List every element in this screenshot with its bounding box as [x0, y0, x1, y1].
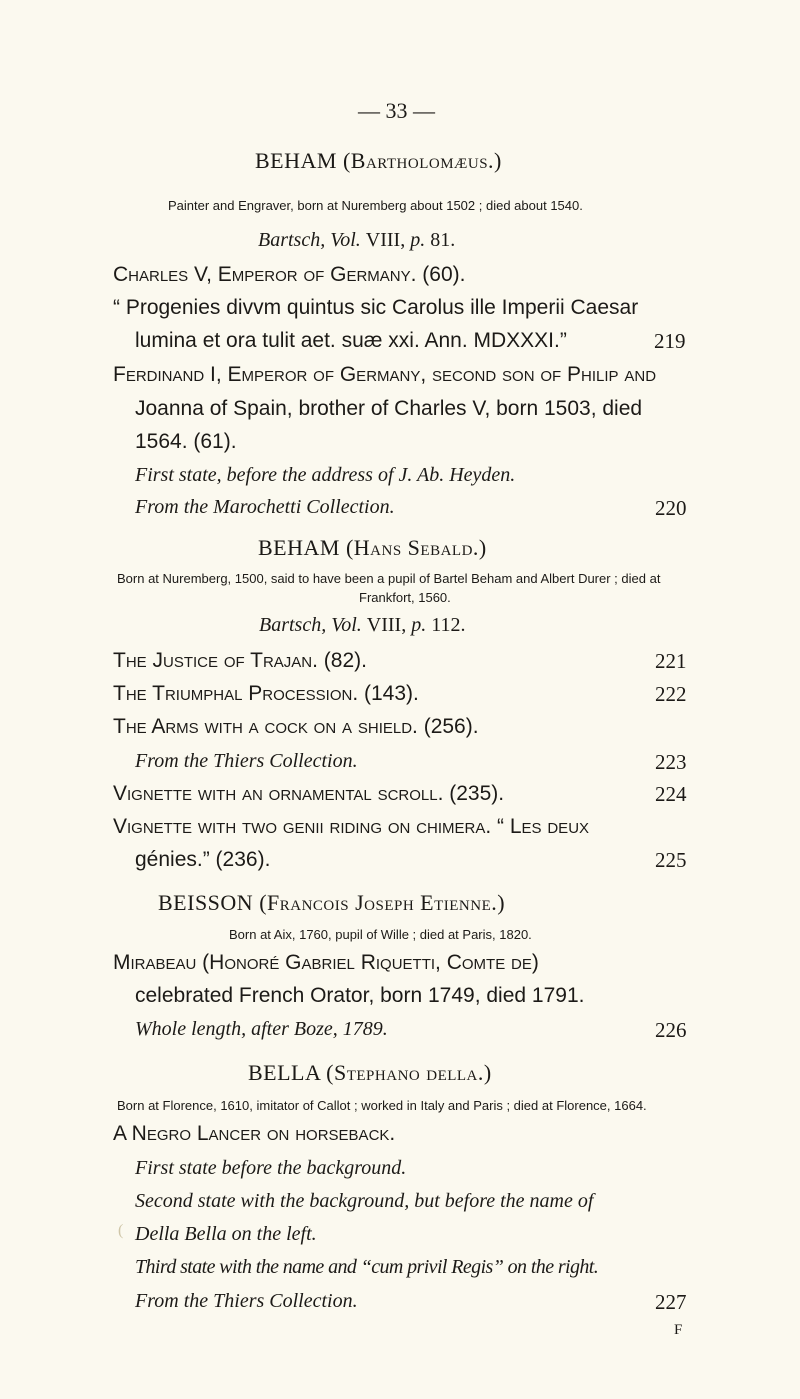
- entry-title: A Negro Lancer on horseback.: [113, 1122, 396, 1145]
- ref-p: p.: [411, 614, 427, 636]
- artist-biography: Born at Aix, 1760, pupil of Wille ; died at Paris, 1820.: [229, 927, 532, 942]
- entry-state-note: First state before the background.: [135, 1157, 407, 1179]
- ref-author: Bartsch,: [259, 614, 327, 636]
- entry-provenance: From the Thiers Collection.: [135, 750, 358, 772]
- ref-vol-num: VIII,: [365, 229, 406, 251]
- artist-heading: [258, 537, 487, 559]
- entry-title: The Justice of Trajan. (82).: [113, 649, 367, 672]
- signature-mark: F: [674, 1322, 683, 1338]
- entry-title-cont: génies.” (236).: [135, 848, 271, 871]
- entry-inscription-cont: lumina et ora tulit aet. suæ xxi. Ann. MDXXXI.”: [135, 329, 567, 352]
- entry-state-note: Whole length, after Boze, 1789.: [135, 1018, 388, 1040]
- ref-vol: Vol.: [330, 229, 361, 251]
- lot-number: 222: [655, 682, 687, 706]
- artist-given-name: (Bartholomæus.): [342, 148, 502, 173]
- entry-title: Mirabeau (Honoré Gabriel Riquetti, Comte de): [113, 951, 539, 974]
- entry-state-note: Third state with the name and “cum privil Regis” on the right.: [135, 1256, 599, 1278]
- entry-title: Vignette with two genii riding on chimera. “ Les deux: [113, 815, 590, 838]
- artist-name: BEHAM: [255, 148, 337, 173]
- entry-description: celebrated French Orator, born 1749, died 1791.: [135, 984, 585, 1007]
- artist-given-name: (Stephano della.): [326, 1060, 492, 1085]
- artist-given-name: (Francois Joseph Etienne.): [259, 890, 506, 915]
- entry-title: Vignette with an ornamental scroll. (235).: [113, 782, 505, 805]
- entry-title: Ferdinand I, Emperor of Germany, second son of Philip and: [113, 363, 657, 386]
- lot-number: 223: [655, 750, 687, 774]
- page-number: — 33 —: [358, 98, 435, 123]
- artist-biography: Born at Florence, 1610, imitator of Callot ; worked in Italy and Paris ; died at Florence, 1664.: [117, 1098, 647, 1113]
- artist-name: BEISSON: [158, 890, 254, 915]
- entry-state-note: First state, before the address of J. Ab. Heyden.: [135, 464, 516, 486]
- ref-vol-num: VIII,: [366, 614, 407, 636]
- artist-biography: Born at Nuremberg, 1500, said to have been a pupil of Bartel Beham and Albert Durer ; died at: [117, 571, 661, 586]
- artist-heading: [248, 1062, 492, 1084]
- ref-author: Bartsch,: [258, 229, 326, 251]
- entry-state-note: Second state with the background, but before the name of: [135, 1190, 594, 1212]
- artist-heading: [255, 150, 502, 172]
- entry-title: The Arms with a cock on a shield. (256).: [113, 715, 479, 738]
- artist-biography: Painter and Engraver, born at Nuremberg about 1502 ; died about 1540.: [168, 198, 583, 213]
- lot-number: 220: [655, 496, 687, 520]
- entry-description-cont: 1564. (61).: [135, 430, 237, 453]
- entry-state-note-cont: Della Bella on the left.: [135, 1223, 317, 1245]
- entry-provenance: From the Thiers Collection.: [135, 1290, 358, 1312]
- entry-title: Charles V, Emperor of Germany. (60).: [113, 263, 466, 286]
- ref-page: 112.: [431, 614, 466, 636]
- lot-number: 224: [655, 782, 687, 806]
- lot-number: 225: [655, 848, 687, 872]
- lot-number: 227: [655, 1290, 687, 1314]
- ref-vol: Vol.: [331, 614, 362, 636]
- artist-name: BEHAM: [258, 535, 340, 560]
- entry-description: Joanna of Spain, brother of Charles V, born 1503, died: [135, 397, 643, 420]
- stray-mark: (: [118, 1222, 124, 1239]
- entry-title: The Triumphal Procession. (143).: [113, 682, 419, 705]
- lot-number: 219: [654, 329, 686, 353]
- entry-inscription: “ Progenies divvm quintus sic Carolus ille Imperii Caesar: [113, 296, 639, 319]
- lot-number: 226: [655, 1018, 687, 1042]
- artist-name: BELLA: [248, 1060, 321, 1085]
- artist-given-name: (Hans Sebald.): [345, 535, 487, 560]
- ref-page: 81.: [430, 229, 456, 251]
- ref-p: p.: [410, 229, 426, 251]
- entry-provenance: From the Marochetti Collection.: [135, 496, 395, 518]
- catalogue-reference: [258, 230, 455, 250]
- artist-heading: [158, 892, 505, 914]
- lot-number: 221: [655, 649, 687, 673]
- artist-biography-cont: Frankfort, 1560.: [359, 590, 451, 605]
- catalogue-reference: [259, 615, 465, 635]
